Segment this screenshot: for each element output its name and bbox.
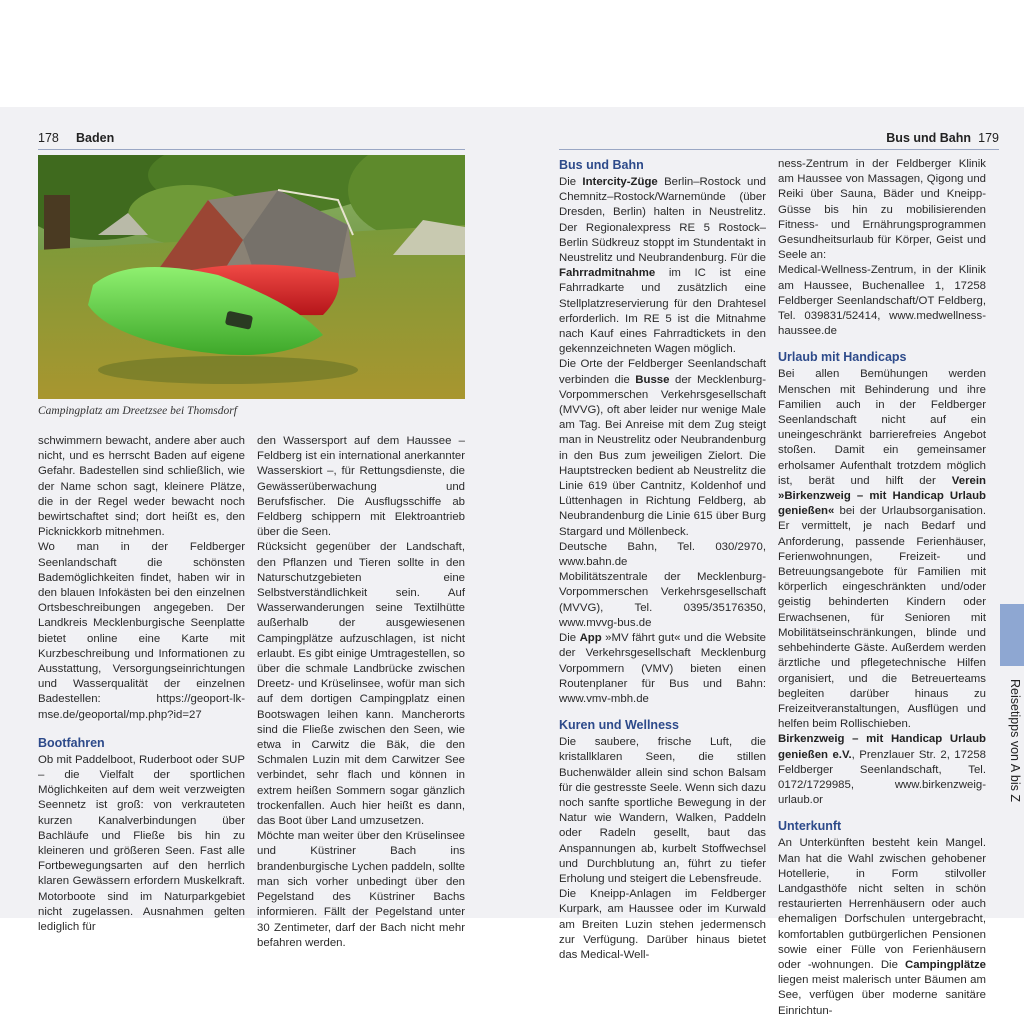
paragraph: Wo man in der Feldberger Seenlandschaft die schönsten Bademöglichkeiten findet, haben wir in den blauen Infokästen bei den einzelnen Ortsbeschreibungen angegeben. Der Landkreis Mecklenburgische Seenplatte bietet online eine Karte mit Kurzbeschreibung und Informationen zu Ausstattung, Versorgungseinrichtungen und Wasserqualität der einzelnen Badestellen: https://geoport-lk-mse.de/geoportal/mp.php?id=27 — [38, 541, 245, 721]
running-head: Bus und Bahn — [886, 131, 971, 145]
section-heading-bus-und-bahn: Bus und Bahn — [559, 158, 644, 172]
left-column-1 — [38, 434, 245, 935]
paragraph: Ob mit Paddelboot, Ruderboot oder SUP – die Vielfalt der sportlichen Möglichkeiten auf dem weit verzweigten Seennetz ist groß: von verkrauteten kurzen Kanalverbindungen über Bachläufe und Fließe bis hin zu kleineren und größeren Seen. Fast alle Fortbewegungsarten auf den herrlich klaren Gewässern erfordern Muskelkraft. Motorboote sind im Naturparkgebiet nicht zugelassen. Ausnahmen gelten lediglich für — [38, 753, 245, 934]
paragraph: Die App »MV fährt gut« und die Website der Verkehrsgesellschaft Mecklenburg Vorpommern (VMV) bieten einen Routenplaner für Bus und Bahn: www.vmv-mbh.de — [559, 632, 766, 705]
section-heading-urlaub-mit-handicaps: Urlaub mit Handicaps — [778, 350, 907, 365]
thumb-index-tab — [1000, 604, 1024, 666]
left-page — [0, 107, 512, 949]
paragraph: Bei allen Bemühungen werden Menschen mit Behinderung und ihre Familien auch in der Feldberger Seenlandschaft nicht auf ein uneingeschränkt barrierefreies Angebot stoßen. Damit ein gemeinsamer erholsamer Aufenthalt trotzdem möglich ist, berät und hilft der Verein »Birkenzweig – mit Handicap Urlaub genießen« bei der Urlaubsorganisation. Er vermittelt, je nach Bedarf und Anforderung, passende Ferienhäuser, Ferienwohnungen, Freizeit- und Betreuungsangebote für Familien mit körperlich eingeschränkten und/oder geistig behinderten Kindern oder Erwachsenen, für Senioren mit Mobilitätseinschränkungen, blinde und sehbehinderte Gäste. Außerdem werden ärztliche und pflegetechnische Hilfen organisiert, und die Betreuerteams begleiten darüber hinaus zu Freizeitveranstaltungen, Ausflügen und helfen beim Rollischieben. — [778, 368, 986, 731]
thumb-index-label: Reisetipps von A bis Z — [1008, 679, 1022, 802]
book-spread — [0, 107, 1024, 1017]
page-number: 179 — [978, 131, 999, 145]
photo-caption: Campingplatz am Dreetzsee bei Thomsdorf — [38, 405, 237, 417]
left-column-2 — [257, 434, 465, 951]
paragraph: ness-Zentrum in der Feldberger Klinik am Haussee von Massagen, Qigong und Reiki über Sauna, Bäder und Kneipp-Güsse bis hin zu mobilisierenden Fitness- und Ernährungsprogrammen Gesundheitsurlaub für Körper, Geist und Seele an: — [778, 158, 986, 262]
left-header — [38, 131, 465, 150]
right-column-2 — [778, 157, 986, 1019]
paragraph: Mobilitätszentrale der Mecklenburg-Vorpommerschen Verkehrsgesellschaft (MVVG), Tel. 0395/35176350, www.mvvg-bus.de — [559, 571, 766, 629]
section-heading-kuren-und-wellness: Kuren und Wellness — [559, 718, 679, 733]
paragraph: Medical-Wellness-Zentrum, in der Klinik am Haussee, Buchenallee 1, 17258 Feldberger Seenlandschaft/OT Feldberg, Tel. 039831/52414, www.medwellness-haussee.de — [778, 264, 986, 338]
right-page — [512, 107, 1024, 1017]
paragraph: schwimmern bewacht, andere aber auch nicht, und es herrscht Baden auf eigene Gefahr. Badestellen sind schließlich, wie der Name schon sagt, kleinere Plätze, die in der Regel weder bewacht noch bewirtschaftet sind; dort heißt es, den Picknickkorb mitnehmen. — [38, 435, 245, 539]
paragraph: den Wassersport auf dem Haussee – Feldberg ist ein international anerkannter Wasserskiort –, für Rettungsdienste, die Gewässerüberwachung und Berufsfischer. Die Ausflugsschiffe ab Feldberg schippern mit Elektroantrieb über die Seen. — [257, 435, 465, 539]
campsite-illustration — [38, 155, 465, 399]
paragraph: Die Intercity-Züge Berlin–Rostock und Chemnitz–Rostock/Warnemünde (über Dresden, Berlin) halten in Neustrelitz. Der Regionalexpress RE 5 Rostock–Berlin Südkreuz stoppt im Stundentakt in Neustrelitz und Neubrandenburg. Für die Fahrradmitnahme im IC ist eine Fahrradkarte und zusätzlich eine Stellplatzreservierung für den Drahtesel erforderlich. Im RE 5 ist die Mitnahme nach Kauf eines Fahrradtickets in den gekennzeichneten Wagen möglich. — [559, 176, 766, 356]
paragraph: Möchte man weiter über den Krüselinsee und Küstriner Bach ins brandenburgische Lychen paddeln, sollte man sich vorher unbedingt über den Pegelstand des Küstriner Bachs informieren. Fällt der Pegelstand unter 30 Zentimeter, darf der Bach nicht mehr befahren werden. — [257, 830, 465, 949]
paragraph: Rücksicht gegenüber der Landschaft, den Pflanzen und Tieren sollte in den Naturschutzgebieten eine Selbstverständlichkeit sein. Auf Wasserwanderungen seine Textilhütte außerhalb der ausgewiesenen Campingplätze aufzuschlagen, ist nicht erlaubt. Es gibt einige Umtragestellen, so über die schmale Landbrücke zwischen Dreetz- und Krüselinsee, wofür man sich auf dem dortigen Campingplatz einen Bootswagen leihen kann. Mancherorts sind die Fließe zwischen den Seen, wie etwa in Carwitz die Bäk, die den Schmalen Luzin mit dem Carwitzer See verbindet, sehr flach und können in extrem heißen Sommern sogar gänzlich trockenfallen. Auch hier heißt es dann, das Boot über Land umzusetzen. — [257, 541, 465, 828]
paragraph: Deutsche Bahn, Tel. 030/2970, www.bahn.de — [559, 540, 766, 569]
paragraph: Die Orte der Feldberger Seenlandschaft verbinden die Busse der Mecklenburg-Vorpommerschen Verkehrsgesellschaft (MVVG), oft aber leider nur wenige Male am Tag. Bei Anreise mit dem Zug steigt man in Neustrelitz oder Neubrandenburg in den Bus zum jeweiligen Zielort. Die Hauptstrecken bedient ab Neustrelitz die Linie 619 über Cantnitz, Koldenhof und Lüttenhagen in Richtung Feldberg, ab Neubrandenburg die Linie 615 über Burg Stargard und Möllenbeck. — [559, 358, 766, 538]
paragraph: Die saubere, frische Luft, die kristallklaren Seen, die stillen Buchenwälder allein sind schon Balsam für die gestresste Seele. Wenn sich dazu noch sanfte sportliche Bewegung in der Natur wie Wandern, Walken, Paddeln oder Radeln gesellt, baut das Anspannungen ab, kurbelt Stoffwechsel und Durchblutung an, führt zu tiefer Erholung und steigert die Lebensfreude. — [559, 736, 766, 885]
campsite-photo — [38, 155, 465, 399]
paragraph: Birkenzweig – mit Handicap Urlaub genießen e.V., Prenzlauer Str. 2, 17258 Feldberger Seenlandschaft, Tel. 0172/1729985, www.birkenzweig-urlaub.or — [778, 733, 986, 807]
right-column-1 — [559, 157, 766, 963]
right-header — [559, 131, 999, 150]
section-heading-unterkunft: Unterkunft — [778, 819, 842, 834]
page-number: 178 — [38, 131, 59, 145]
section-heading-bootfahren: Bootfahren — [38, 735, 105, 750]
running-head: Baden — [76, 131, 115, 145]
paragraph: Die Kneipp-Anlagen im Feldberger Kurpark, am Haussee oder im Kurwald am Breiten Luzin stehen jedermensch zur Verfügung. Darüber hinaus bietet das Medical-Well- — [559, 888, 766, 961]
paragraph: An Unterkünften besteht kein Mangel. Man hat die Wahl zwischen gehobener Hotellerie, in Form stilvoller Landgasthöfe nicht selten in schön restaurierten Herrenhäusern oder auch ehemaligen Dorfschulen untergebracht, komfortablen gutbürgerlichen Pensionen sowie einer Fülle von Ferienhäusern oder -wohnungen. Die Campingplätze liegen meist malerisch unter Bäumen am See, verfügen über moderne sanitäre Einrichtun- — [778, 837, 986, 1017]
